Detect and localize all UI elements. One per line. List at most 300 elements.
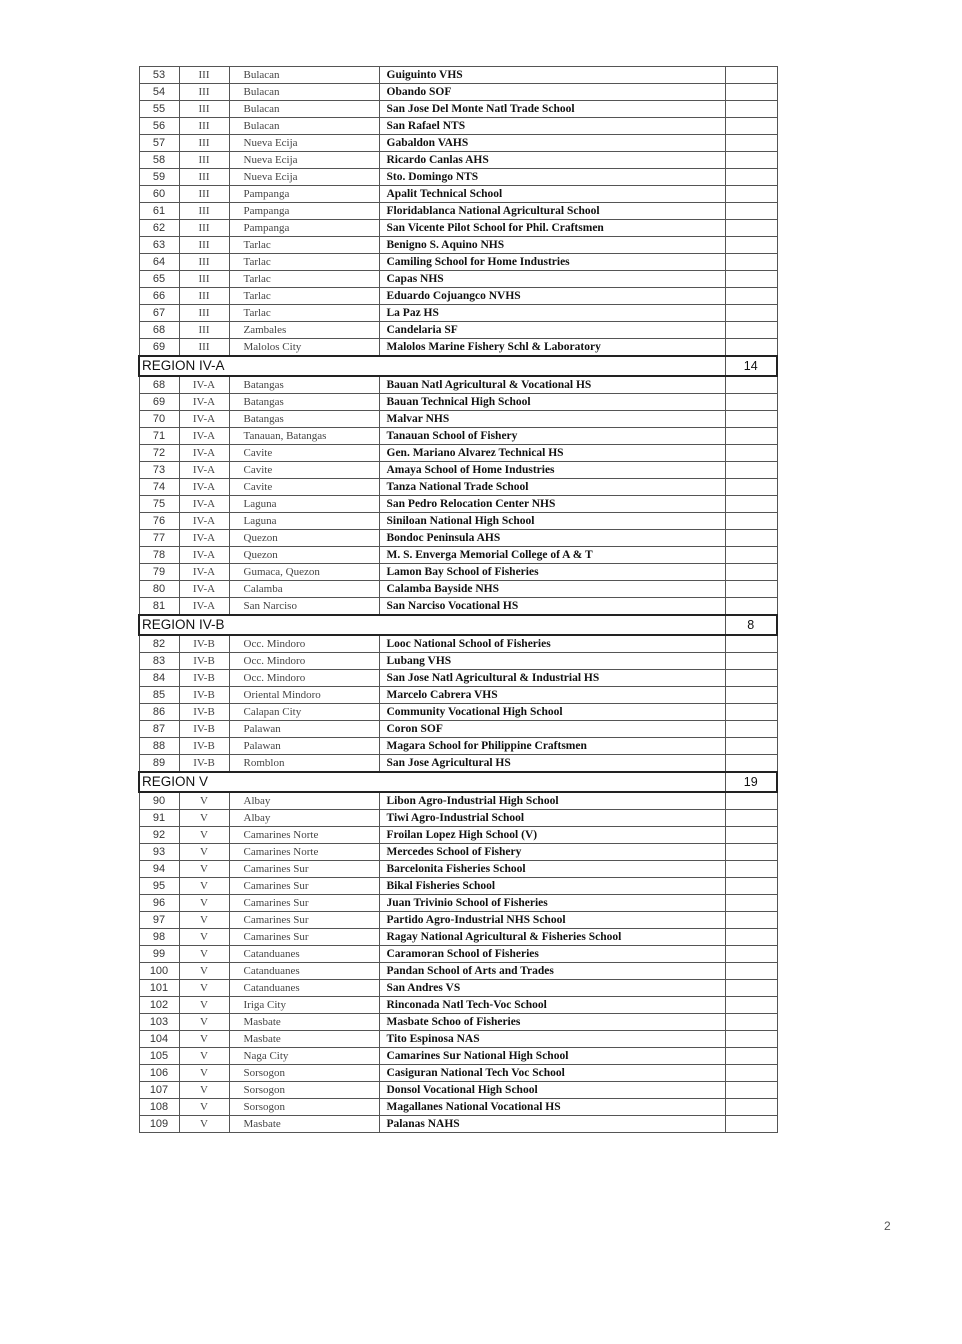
row-province: Tarlac bbox=[229, 288, 379, 305]
row-school-name: Magara School for Philippine Craftsmen bbox=[379, 738, 725, 755]
row-school-name: Benigno S. Aquino NHS bbox=[379, 237, 725, 254]
row-province: Calapan City bbox=[229, 704, 379, 721]
row-school-name: Siniloan National High School bbox=[379, 513, 725, 530]
row-school-name: Obando SOF bbox=[379, 84, 725, 101]
row-region: V bbox=[179, 946, 229, 963]
row-school-name: Amaya School of Home Industries bbox=[379, 462, 725, 479]
row-school-name: San Jose Agricultural HS bbox=[379, 755, 725, 773]
row-school-name: Tanauan School of Fishery bbox=[379, 428, 725, 445]
row-region: V bbox=[179, 963, 229, 980]
table-row bbox=[139, 792, 777, 810]
row-remarks bbox=[725, 861, 777, 878]
row-region: III bbox=[179, 118, 229, 135]
row-number: 69 bbox=[139, 394, 179, 411]
row-school-name: Donsol Vocational High School bbox=[379, 1082, 725, 1099]
row-province: San Narciso bbox=[229, 598, 379, 616]
row-school-name: Apalit Technical School bbox=[379, 186, 725, 203]
row-school-name: Barcelonita Fisheries School bbox=[379, 861, 725, 878]
row-number: 103 bbox=[139, 1014, 179, 1031]
row-school-name: Partido Agro-Industrial NHS School bbox=[379, 912, 725, 929]
row-region: IV-A bbox=[179, 564, 229, 581]
row-province: Malolos City bbox=[229, 339, 379, 357]
table-row bbox=[139, 670, 777, 687]
row-province: Batangas bbox=[229, 376, 379, 394]
row-school-name: Palanas NAHS bbox=[379, 1116, 725, 1133]
row-province: Tarlac bbox=[229, 271, 379, 288]
row-number: 84 bbox=[139, 670, 179, 687]
region-label: REGION IV-B bbox=[139, 615, 725, 635]
table-row bbox=[139, 704, 777, 721]
row-number: 100 bbox=[139, 963, 179, 980]
table-row bbox=[139, 479, 777, 496]
row-number: 106 bbox=[139, 1065, 179, 1082]
table-row bbox=[139, 755, 777, 773]
row-remarks bbox=[725, 67, 777, 84]
row-number: 71 bbox=[139, 428, 179, 445]
row-number: 92 bbox=[139, 827, 179, 844]
row-number: 107 bbox=[139, 1082, 179, 1099]
row-number: 88 bbox=[139, 738, 179, 755]
row-remarks bbox=[725, 445, 777, 462]
row-school-name: San Vicente Pilot School for Phil. Craftsmen bbox=[379, 220, 725, 237]
row-number: 54 bbox=[139, 84, 179, 101]
row-school-name: Calamba Bayside NHS bbox=[379, 581, 725, 598]
row-number: 101 bbox=[139, 980, 179, 997]
table-row bbox=[139, 810, 777, 827]
row-school-name: Tanza National Trade School bbox=[379, 479, 725, 496]
row-region: V bbox=[179, 827, 229, 844]
row-remarks bbox=[725, 810, 777, 827]
row-remarks bbox=[725, 997, 777, 1014]
row-province: Catanduanes bbox=[229, 946, 379, 963]
row-number: 89 bbox=[139, 755, 179, 773]
table-row bbox=[139, 1014, 777, 1031]
row-remarks bbox=[725, 635, 777, 653]
row-number: 64 bbox=[139, 254, 179, 271]
row-province: Palawan bbox=[229, 721, 379, 738]
row-school-name: Gabaldon VAHS bbox=[379, 135, 725, 152]
row-remarks bbox=[725, 1082, 777, 1099]
row-remarks bbox=[725, 1099, 777, 1116]
table-row bbox=[139, 929, 777, 946]
row-number: 93 bbox=[139, 844, 179, 861]
row-school-name: La Paz HS bbox=[379, 305, 725, 322]
row-remarks bbox=[725, 547, 777, 564]
row-region: IV-B bbox=[179, 687, 229, 704]
row-remarks bbox=[725, 1065, 777, 1082]
row-school-name: Community Vocational High School bbox=[379, 704, 725, 721]
table-row bbox=[139, 186, 777, 203]
row-number: 76 bbox=[139, 513, 179, 530]
table-row bbox=[139, 547, 777, 564]
table-row bbox=[139, 496, 777, 513]
row-school-name: Lubang VHS bbox=[379, 653, 725, 670]
row-remarks bbox=[725, 912, 777, 929]
table-row bbox=[139, 101, 777, 118]
table-row bbox=[139, 1031, 777, 1048]
row-remarks bbox=[725, 946, 777, 963]
row-school-name: Capas NHS bbox=[379, 271, 725, 288]
row-remarks bbox=[725, 827, 777, 844]
row-province: Pampanga bbox=[229, 186, 379, 203]
row-school-name: Eduardo Cojuangco NVHS bbox=[379, 288, 725, 305]
table-row bbox=[139, 237, 777, 254]
region-header-row bbox=[139, 772, 777, 792]
row-province: Albay bbox=[229, 792, 379, 810]
row-province: Camarines Sur bbox=[229, 895, 379, 912]
row-school-name: Camiling School for Home Industries bbox=[379, 254, 725, 271]
row-remarks bbox=[725, 513, 777, 530]
row-school-name: Ricardo Canlas AHS bbox=[379, 152, 725, 169]
row-region: IV-A bbox=[179, 428, 229, 445]
table-row bbox=[139, 411, 777, 428]
row-remarks bbox=[725, 305, 777, 322]
row-school-name: Gen. Mariano Alvarez Technical HS bbox=[379, 445, 725, 462]
row-remarks bbox=[725, 1048, 777, 1065]
row-school-name: Bondoc Peninsula AHS bbox=[379, 530, 725, 547]
row-remarks bbox=[725, 963, 777, 980]
region-header-row bbox=[139, 356, 777, 376]
row-school-name: Sto. Domingo NTS bbox=[379, 169, 725, 186]
row-remarks bbox=[725, 237, 777, 254]
row-school-name: Bikal Fisheries School bbox=[379, 878, 725, 895]
row-province: Albay bbox=[229, 810, 379, 827]
table-row bbox=[139, 67, 777, 84]
row-province: Camarines Sur bbox=[229, 929, 379, 946]
region-school-count: 14 bbox=[725, 356, 777, 376]
row-region: III bbox=[179, 322, 229, 339]
row-province: Nueva Ecija bbox=[229, 135, 379, 152]
row-school-name: San Jose Natl Agricultural & Industrial HS bbox=[379, 670, 725, 687]
row-region: IV-A bbox=[179, 411, 229, 428]
row-school-name: Libon Agro-Industrial High School bbox=[379, 792, 725, 810]
table-row bbox=[139, 738, 777, 755]
row-remarks bbox=[725, 895, 777, 912]
row-number: 67 bbox=[139, 305, 179, 322]
row-number: 81 bbox=[139, 598, 179, 616]
row-region: III bbox=[179, 101, 229, 118]
table-row bbox=[139, 635, 777, 653]
table-row bbox=[139, 827, 777, 844]
row-remarks bbox=[725, 704, 777, 721]
row-remarks bbox=[725, 598, 777, 616]
row-region: III bbox=[179, 254, 229, 271]
row-school-name: Masbate Schoo of Fisheries bbox=[379, 1014, 725, 1031]
row-region: III bbox=[179, 84, 229, 101]
row-province: Nueva Ecija bbox=[229, 152, 379, 169]
row-school-name: Lamon Bay School of Fisheries bbox=[379, 564, 725, 581]
row-number: 95 bbox=[139, 878, 179, 895]
row-number: 62 bbox=[139, 220, 179, 237]
row-number: 91 bbox=[139, 810, 179, 827]
row-province: Gumaca, Quezon bbox=[229, 564, 379, 581]
table-row bbox=[139, 1065, 777, 1082]
row-region: III bbox=[179, 186, 229, 203]
row-number: 70 bbox=[139, 411, 179, 428]
row-province: Pampanga bbox=[229, 220, 379, 237]
row-region: III bbox=[179, 67, 229, 84]
table-row bbox=[139, 288, 777, 305]
row-region: V bbox=[179, 1116, 229, 1133]
row-number: 55 bbox=[139, 101, 179, 118]
row-number: 59 bbox=[139, 169, 179, 186]
row-remarks bbox=[725, 564, 777, 581]
row-province: Naga City bbox=[229, 1048, 379, 1065]
table-row bbox=[139, 687, 777, 704]
row-region: V bbox=[179, 1099, 229, 1116]
row-province: Oriental Mindoro bbox=[229, 687, 379, 704]
row-number: 77 bbox=[139, 530, 179, 547]
row-province: Batangas bbox=[229, 394, 379, 411]
region-school-count: 19 bbox=[725, 772, 777, 792]
row-number: 109 bbox=[139, 1116, 179, 1133]
row-province: Bulacan bbox=[229, 67, 379, 84]
row-remarks bbox=[725, 496, 777, 513]
row-region: V bbox=[179, 1065, 229, 1082]
row-region: V bbox=[179, 792, 229, 810]
row-remarks bbox=[725, 339, 777, 357]
row-remarks bbox=[725, 84, 777, 101]
row-region: IV-A bbox=[179, 394, 229, 411]
row-remarks bbox=[725, 203, 777, 220]
table-row bbox=[139, 118, 777, 135]
row-school-name: Caramoran School of Fisheries bbox=[379, 946, 725, 963]
row-school-name: Malvar NHS bbox=[379, 411, 725, 428]
row-remarks bbox=[725, 929, 777, 946]
row-number: 58 bbox=[139, 152, 179, 169]
row-remarks bbox=[725, 581, 777, 598]
table-row bbox=[139, 339, 777, 357]
table-row bbox=[139, 169, 777, 186]
row-region: III bbox=[179, 237, 229, 254]
row-remarks bbox=[725, 376, 777, 394]
row-school-name: Mercedes School of Fishery bbox=[379, 844, 725, 861]
row-region: IV-A bbox=[179, 530, 229, 547]
row-school-name: Guiguinto VHS bbox=[379, 67, 725, 84]
row-region: V bbox=[179, 980, 229, 997]
row-region: IV-B bbox=[179, 755, 229, 773]
row-province: Masbate bbox=[229, 1031, 379, 1048]
row-school-name: Malolos Marine Fishery Schl & Laboratory bbox=[379, 339, 725, 357]
row-remarks bbox=[725, 118, 777, 135]
row-province: Romblon bbox=[229, 755, 379, 773]
row-region: IV-A bbox=[179, 376, 229, 394]
row-remarks bbox=[725, 738, 777, 755]
row-number: 57 bbox=[139, 135, 179, 152]
row-region: V bbox=[179, 1048, 229, 1065]
table-row bbox=[139, 581, 777, 598]
row-remarks bbox=[725, 288, 777, 305]
row-school-name: San Andres VS bbox=[379, 980, 725, 997]
schools-table-body bbox=[139, 67, 777, 1133]
row-remarks bbox=[725, 479, 777, 496]
row-region: III bbox=[179, 203, 229, 220]
row-remarks bbox=[725, 844, 777, 861]
schools-table bbox=[138, 66, 778, 1133]
table-row bbox=[139, 220, 777, 237]
row-remarks bbox=[725, 792, 777, 810]
table-row bbox=[139, 135, 777, 152]
row-region: III bbox=[179, 135, 229, 152]
row-province: Catanduanes bbox=[229, 963, 379, 980]
row-region: IV-B bbox=[179, 704, 229, 721]
table-row bbox=[139, 861, 777, 878]
row-region: IV-B bbox=[179, 635, 229, 653]
row-school-name: Froilan Lopez High School (V) bbox=[379, 827, 725, 844]
row-region: IV-A bbox=[179, 513, 229, 530]
row-remarks bbox=[725, 411, 777, 428]
row-province: Zambales bbox=[229, 322, 379, 339]
row-school-name: M. S. Enverga Memorial College of A & T bbox=[379, 547, 725, 564]
row-province: Sorsogon bbox=[229, 1065, 379, 1082]
row-number: 108 bbox=[139, 1099, 179, 1116]
row-province: Camarines Norte bbox=[229, 844, 379, 861]
row-number: 60 bbox=[139, 186, 179, 203]
row-region: V bbox=[179, 861, 229, 878]
row-province: Camarines Sur bbox=[229, 878, 379, 895]
row-number: 83 bbox=[139, 653, 179, 670]
row-number: 63 bbox=[139, 237, 179, 254]
row-province: Camarines Norte bbox=[229, 827, 379, 844]
region-school-count: 8 bbox=[725, 615, 777, 635]
row-province: Iriga City bbox=[229, 997, 379, 1014]
row-number: 73 bbox=[139, 462, 179, 479]
row-region: IV-B bbox=[179, 670, 229, 687]
row-remarks bbox=[725, 220, 777, 237]
row-province: Bulacan bbox=[229, 101, 379, 118]
row-number: 69 bbox=[139, 339, 179, 357]
row-number: 94 bbox=[139, 861, 179, 878]
row-school-name: Camarines Sur National High School bbox=[379, 1048, 725, 1065]
table-row bbox=[139, 254, 777, 271]
row-remarks bbox=[725, 101, 777, 118]
row-school-name: Marcelo Cabrera VHS bbox=[379, 687, 725, 704]
row-number: 75 bbox=[139, 496, 179, 513]
table-row bbox=[139, 152, 777, 169]
row-number: 99 bbox=[139, 946, 179, 963]
table-row bbox=[139, 980, 777, 997]
row-remarks bbox=[725, 1014, 777, 1031]
row-school-name: Rinconada Natl Tech-Voc School bbox=[379, 997, 725, 1014]
row-region: IV-A bbox=[179, 462, 229, 479]
row-region: IV-A bbox=[179, 598, 229, 616]
table-row bbox=[139, 428, 777, 445]
row-school-name: Magallanes National Vocational HS bbox=[379, 1099, 725, 1116]
row-remarks bbox=[725, 254, 777, 271]
row-province: Palawan bbox=[229, 738, 379, 755]
row-province: Pampanga bbox=[229, 203, 379, 220]
row-school-name: Juan Trivinio School of Fisheries bbox=[379, 895, 725, 912]
row-region: III bbox=[179, 305, 229, 322]
row-province: Bulacan bbox=[229, 118, 379, 135]
row-region: V bbox=[179, 1082, 229, 1099]
row-remarks bbox=[725, 271, 777, 288]
row-number: 68 bbox=[139, 376, 179, 394]
table-row bbox=[139, 376, 777, 394]
row-number: 78 bbox=[139, 547, 179, 564]
row-province: Tarlac bbox=[229, 237, 379, 254]
row-region: V bbox=[179, 895, 229, 912]
row-remarks bbox=[725, 186, 777, 203]
row-remarks bbox=[725, 1031, 777, 1048]
row-province: Sorsogon bbox=[229, 1082, 379, 1099]
table-row bbox=[139, 598, 777, 616]
row-province: Cavite bbox=[229, 479, 379, 496]
row-province: Bulacan bbox=[229, 84, 379, 101]
row-province: Occ. Mindoro bbox=[229, 653, 379, 670]
row-number: 56 bbox=[139, 118, 179, 135]
row-region: IV-B bbox=[179, 653, 229, 670]
row-province: Tanauan, Batangas bbox=[229, 428, 379, 445]
row-province: Cavite bbox=[229, 445, 379, 462]
row-region: IV-B bbox=[179, 721, 229, 738]
row-number: 65 bbox=[139, 271, 179, 288]
table-row bbox=[139, 322, 777, 339]
row-remarks bbox=[725, 687, 777, 704]
table-row bbox=[139, 997, 777, 1014]
row-number: 72 bbox=[139, 445, 179, 462]
region-label: REGION IV-A bbox=[139, 356, 725, 376]
region-header-row bbox=[139, 615, 777, 635]
region-label: REGION V bbox=[139, 772, 725, 792]
table-row bbox=[139, 653, 777, 670]
row-region: III bbox=[179, 339, 229, 357]
row-province: Tarlac bbox=[229, 254, 379, 271]
row-remarks bbox=[725, 721, 777, 738]
row-remarks bbox=[725, 878, 777, 895]
table-row bbox=[139, 513, 777, 530]
row-region: IV-A bbox=[179, 445, 229, 462]
row-province: Sorsogon bbox=[229, 1099, 379, 1116]
row-remarks bbox=[725, 428, 777, 445]
row-region: IV-B bbox=[179, 738, 229, 755]
row-school-name: Tiwi Agro-Industrial School bbox=[379, 810, 725, 827]
row-school-name: Floridablanca National Agricultural School bbox=[379, 203, 725, 220]
table-row bbox=[139, 271, 777, 288]
row-school-name: Bauan Natl Agricultural & Vocational HS bbox=[379, 376, 725, 394]
row-number: 97 bbox=[139, 912, 179, 929]
row-province: Camarines Sur bbox=[229, 912, 379, 929]
row-province: Occ. Mindoro bbox=[229, 635, 379, 653]
row-number: 90 bbox=[139, 792, 179, 810]
row-region: IV-A bbox=[179, 496, 229, 513]
row-region: V bbox=[179, 929, 229, 946]
table-row bbox=[139, 1116, 777, 1133]
row-remarks bbox=[725, 670, 777, 687]
row-school-name: Ragay National Agricultural & Fisheries School bbox=[379, 929, 725, 946]
row-province: Masbate bbox=[229, 1116, 379, 1133]
row-number: 61 bbox=[139, 203, 179, 220]
row-school-name: Looc National School of Fisheries bbox=[379, 635, 725, 653]
row-remarks bbox=[725, 980, 777, 997]
table-row bbox=[139, 721, 777, 738]
row-number: 74 bbox=[139, 479, 179, 496]
row-province: Batangas bbox=[229, 411, 379, 428]
row-school-name: San Rafael NTS bbox=[379, 118, 725, 135]
row-number: 79 bbox=[139, 564, 179, 581]
row-remarks bbox=[725, 152, 777, 169]
row-school-name: San Narciso Vocational HS bbox=[379, 598, 725, 616]
row-number: 86 bbox=[139, 704, 179, 721]
table-row bbox=[139, 1048, 777, 1065]
row-province: Laguna bbox=[229, 496, 379, 513]
row-region: V bbox=[179, 810, 229, 827]
row-number: 85 bbox=[139, 687, 179, 704]
table-row bbox=[139, 844, 777, 861]
row-number: 87 bbox=[139, 721, 179, 738]
row-province: Tarlac bbox=[229, 305, 379, 322]
table-row bbox=[139, 305, 777, 322]
